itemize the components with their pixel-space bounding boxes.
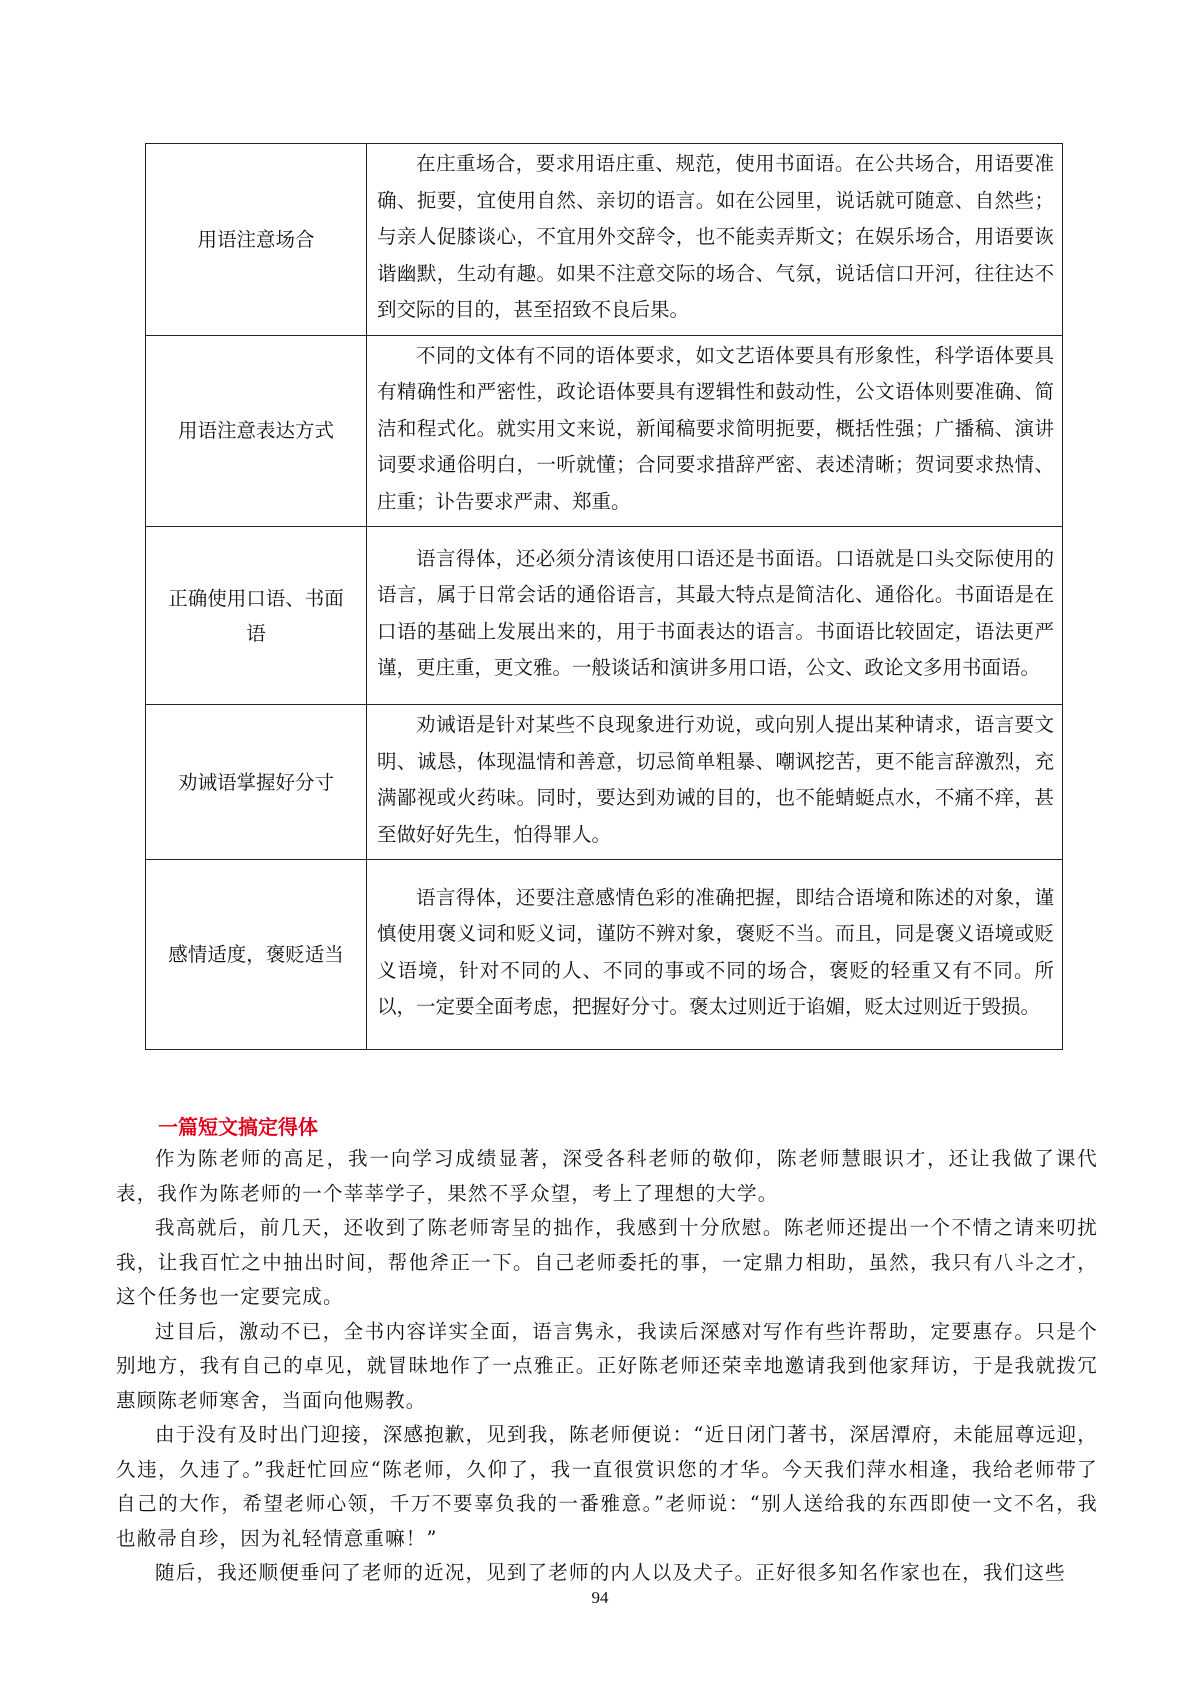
table-row	[146, 144, 1063, 336]
row-content: 在庄重场合，要求用语庄重、规范，使用书面语。在公共场合，用语要准确、扼要，宜使用自然、亲切的语言。如在公园里，说话就可随意、自然些；与亲人促膝谈心，不宜用外交辞令，也不能卖弄斯文；在娱乐场合，用语要诙谐幽默，生动有趣。如果不注意交际的场合、气氛，说话信口开河，往往达不到交际的目的，甚至招致不良后果。	[367, 144, 1063, 336]
row-label: 感情适度，褒贬适当	[146, 860, 367, 1050]
table-row	[146, 860, 1063, 1050]
essay-paragraph: 作为陈老师的高足，我一向学习成绩显著，深受各科老师的敬仰，陈老师慧眼识才，还让我做了课代表，我作为陈老师的一个莘莘学子，果然不孚众望，考上了理想的大学。	[116, 1147, 1098, 1205]
page-number: 94	[591, 1588, 609, 1607]
essay-paragraph: 过目后，激动不已，全书内容详实全面，语言隽永，我读后深感对写作有些许帮助，定要惠存。只是个别地方，我有自己的卓见，就冒昧地作了一点雅正。正好陈老师还荣幸地邀请我到他家拜访，于是我就拨冗惠顾陈老师寒舍，当面向他赐教。	[116, 1319, 1098, 1412]
row-label: 劝诫语掌握好分寸	[146, 705, 367, 860]
usage-notes-table	[145, 143, 1063, 1050]
row-content: 劝诫语是针对某些不良现象进行劝说，或向别人提出某种请求，语言要文明、诚恳，体现温情和善意，切忌简单粗暴、嘲讽挖苦，更不能言辞激烈，充满鄙视或火药味。同时，要达到劝诫的目的，也不能蜻蜓点水，不痛不痒，甚至做好好先生，怕得罪人。	[367, 705, 1063, 860]
essay-body	[116, 1142, 1098, 1591]
table-row	[146, 527, 1063, 705]
row-content: 不同的文体有不同的语体要求，如文艺语体要具有形象性，科学语体要具有精确性和严密性，政论语体要具有逻辑性和鼓动性，公文语体则要准确、简洁和程式化。就实用文来说，新闻稿要求简明扼要，概括性强；广播稿、演讲词要求通俗明白，一听就懂；合同要求措辞严密、表述清晰；贺词要求热情、庄重；讣告要求严肃、郑重。	[367, 335, 1063, 527]
row-label: 用语注意表达方式	[146, 335, 367, 527]
row-content: 语言得体，还要注意感情色彩的准确把握，即结合语境和陈述的对象，谨慎使用褒义词和贬义词，谨防不辨对象，褒贬不当。而且，同是褒义语境或贬义语境，针对不同的人、不同的事或不同的场合，褒贬的轻重又有不同。所以，一定要全面考虑，把握好分寸。褒太过则近于谄媚，贬太过则近于毁损。	[367, 860, 1063, 1050]
table-row	[146, 705, 1063, 860]
row-content: 语言得体，还必须分清该使用口语还是书面语。口语就是口头交际使用的语言，属于日常会话的通俗语言，其最大特点是简洁化、通俗化。书面语是在口语的基础上发展出来的，用于书面表达的语言。书面语比较固定，语法更严谨，更庄重，更文雅。一般谈话和演讲多用口语，公文、政论文多用书面语。	[367, 527, 1063, 705]
essay-paragraph: 我高就后，前几天，还收到了陈老师寄呈的拙作，我感到十分欣慰。陈老师还提出一个不情之请来叨扰我，让我百忙之中抽出时间，帮他斧正一下。自己老师委托的事，一定鼎力相助，虽然，我只有八斗之才，这个任务也一定要完成。	[116, 1216, 1098, 1308]
essay-paragraph: 随后，我还顺便垂问了老师的近况，见到了老师的内人以及犬子。正好很多知名作家也在，我们这些	[155, 1561, 1066, 1584]
row-label: 用语注意场合	[146, 144, 367, 336]
row-label: 正确使用口语、书面语	[146, 527, 367, 705]
section-title: 一篇短文搞定得体	[158, 1115, 318, 1139]
table-row	[146, 335, 1063, 527]
essay-paragraph: 由于没有及时出门迎接，深感抱歉，见到我，陈老师便说：“近日闭门著书，深居潭府，未能屈尊远迎，久违，久违了。”我赶忙回应“陈老师，久仰了，我一直很赏识您的才华。今天我们萍水相逢，我给老师带了自己的大作，希望老师心领，千万不要辜负我的一番雅意。”老师说：“别人送给我的东西即使一文不名，我也敝帚自珍，因为礼轻情意重嘛！”	[116, 1423, 1098, 1550]
